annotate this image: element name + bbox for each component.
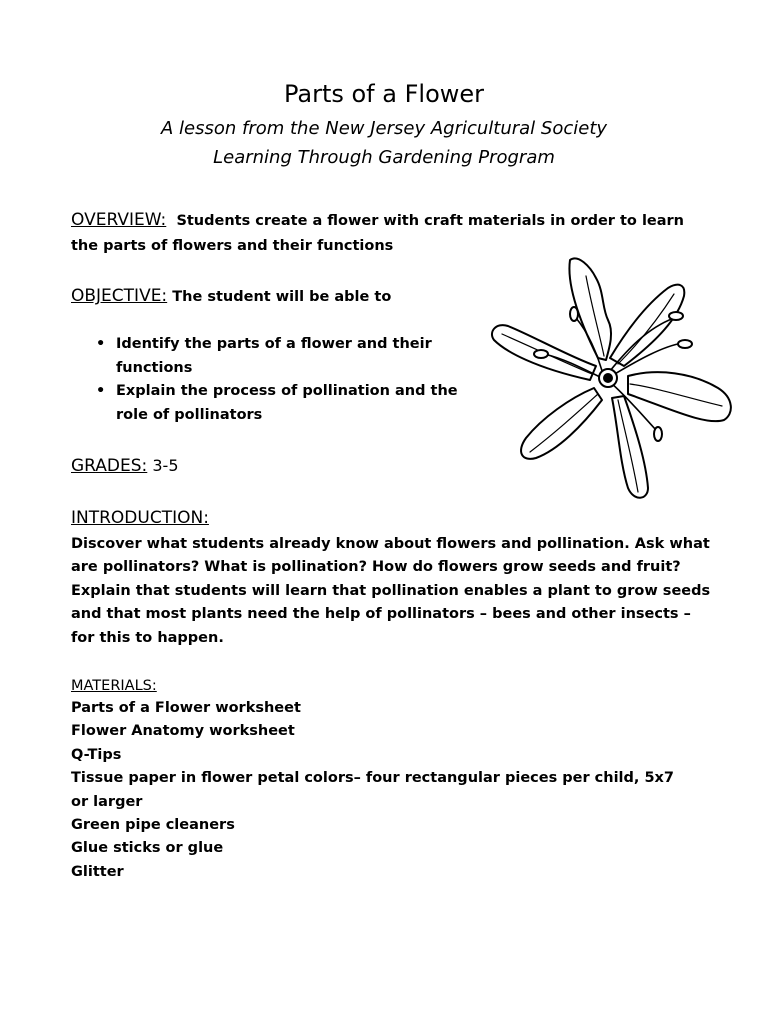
list-item: Flower Anatomy worksheet [71, 723, 295, 740]
subtitle-line-2: Learning Through Gardening Program [213, 147, 555, 168]
grades-heading: GRADES: [71, 456, 148, 476]
lily-flower-illustration [478, 248, 743, 506]
objective-section [71, 284, 471, 309]
list-item: Glitter [71, 863, 124, 880]
materials-list [71, 697, 691, 884]
grades-value: 3-5 [152, 456, 179, 475]
bullet-icon: • [96, 336, 106, 352]
list-item: Tissue paper in flower petal colors– four rectangular pieces per child, 5x7 or larger [71, 770, 674, 810]
page-title: Parts of a Flower [283, 80, 485, 108]
grades-section [71, 454, 179, 478]
objective-text: The student will be able to [172, 289, 392, 305]
list-item: Green pipe cleaners [71, 817, 235, 834]
petal-bottom [612, 396, 648, 498]
objective-bullet-list [96, 333, 476, 427]
petal-upper-right [610, 285, 684, 366]
subtitle-line-1: A lesson from the New Jersey Agricultural Society [160, 118, 608, 139]
list-item: Q-Tips [71, 746, 122, 763]
bullet-text: Explain the process of pollination and the role of pollinators [116, 383, 458, 423]
petal-right [628, 372, 731, 421]
petal-lower-left [521, 388, 602, 459]
list-item: Parts of a Flower worksheet [71, 700, 301, 716]
list-item [96, 333, 476, 380]
introduction-text: Discover what students already know about flowers and pollination. Ask what are pollinators? What is pollination? How do flowers grow seeds and fruit? Explain that students will learn that pollination enables a plant to grow seeds and that most plants need the help of pollinators – bees and other insects – for this to happen. [71, 536, 711, 646]
objective-heading: OBJECTIVE: [71, 286, 168, 306]
overview-text: Students create a flower with craft materials in order to learn the parts of flowers and their functions [71, 213, 685, 254]
materials-heading: MATERIALS: [71, 678, 157, 694]
bullet-icon: • [96, 383, 106, 399]
list-item [96, 380, 476, 427]
list-item: Glue sticks or glue [71, 840, 224, 857]
bullet-text: Identify the parts of a flower and their functions [116, 336, 432, 376]
overview-heading: OVERVIEW: [71, 210, 167, 230]
introduction-heading: INTRODUCTION: [71, 508, 209, 528]
